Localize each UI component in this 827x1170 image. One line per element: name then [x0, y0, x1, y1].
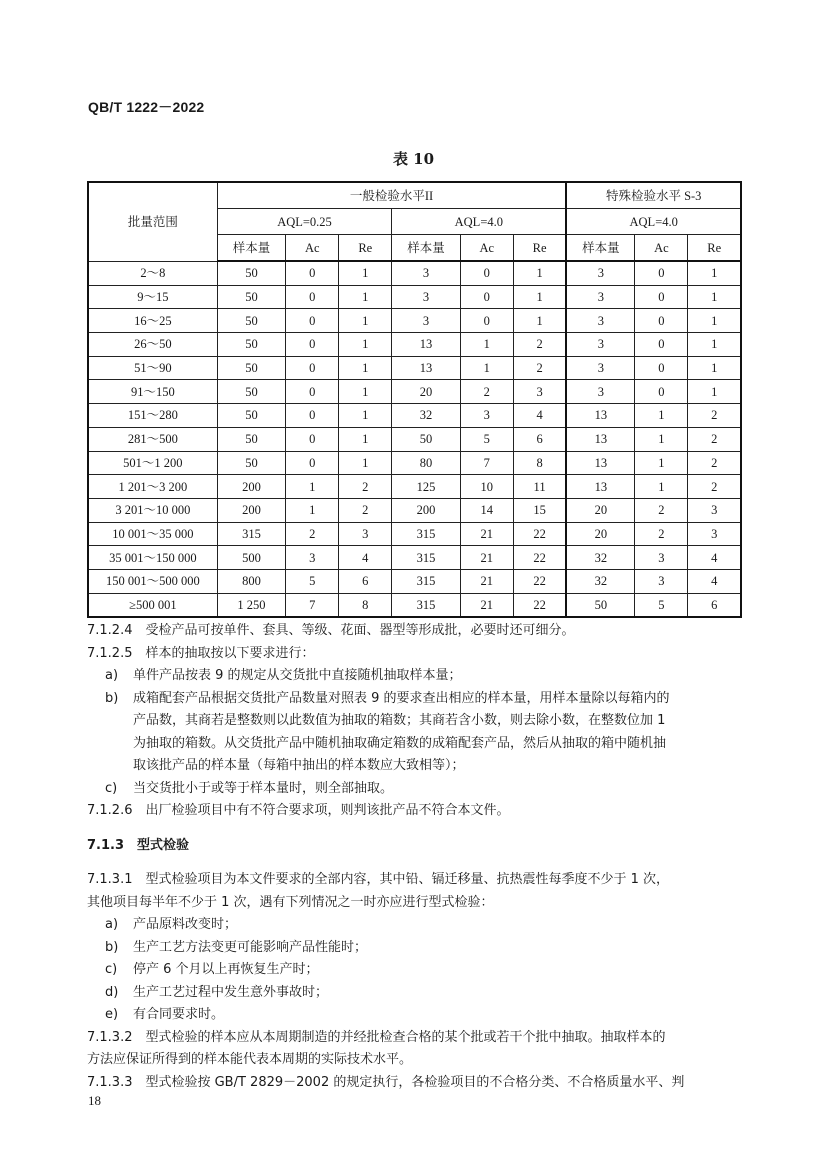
table-row — [88, 475, 741, 499]
condition-item: a) 产品原料改变时； — [105, 917, 238, 932]
table-cell: 1 — [286, 498, 339, 522]
table-cell: 13 — [566, 451, 634, 475]
table-cell: 2 — [688, 451, 741, 475]
table-cell: 2 — [339, 498, 392, 522]
condition-item: c) 停产 6 个月以上再恢复生产时； — [105, 962, 319, 977]
table-cell: 1 250 — [217, 593, 285, 617]
sampling-table — [87, 181, 742, 618]
clause-7-1-2-4: 7.1.2.4 受检产品可按单件、套具、等级、花面、器型等形成批，必要时还可细分。 — [87, 623, 575, 638]
table-cell: 1 — [339, 404, 392, 428]
lot-range-cell: 1 201～3 200 — [88, 475, 217, 499]
list-item-a: a) 单件产品按表 9 的规定从交货批中直接随机抽取样本量； — [105, 668, 462, 683]
table-cell: 0 — [286, 451, 339, 475]
table-cell: 500 — [217, 546, 285, 570]
table-cell: 8 — [513, 451, 566, 475]
table-cell: 1 — [635, 427, 688, 451]
lot-range-cell: 91～150 — [88, 380, 217, 404]
table-cell: 0 — [286, 356, 339, 380]
lot-range-cell: 501～1 200 — [88, 451, 217, 475]
lot-range-cell: 151～280 — [88, 404, 217, 428]
table-cell: 3 — [339, 522, 392, 546]
lot-range-cell: 150 001～500 000 — [88, 569, 217, 593]
table-row — [88, 404, 741, 428]
table-cell: 1 — [339, 261, 392, 285]
table-cell: 2 — [688, 427, 741, 451]
condition-item: d) 生产工艺过程中发生意外事故时； — [105, 984, 329, 1000]
header-re: Re — [513, 235, 566, 262]
table-cell: 6 — [688, 593, 741, 617]
header-special-level: 特殊检验水平 S-3 — [566, 182, 741, 209]
table-cell: 1 — [339, 285, 392, 309]
table-cell: 32 — [392, 404, 460, 428]
table-row — [88, 498, 741, 522]
lot-range-cell: 26～50 — [88, 333, 217, 357]
table-cell: 3 — [566, 309, 634, 333]
table-cell: 1 — [339, 380, 392, 404]
table-cell: 0 — [635, 333, 688, 357]
clause-7-1-2-5: 7.1.2.5 样本的抽取按以下要求进行： — [87, 645, 315, 661]
table-cell: 7 — [460, 451, 513, 475]
table-row — [88, 356, 741, 380]
table-cell: 3 — [566, 380, 634, 404]
table-cell: 21 — [460, 593, 513, 617]
table-cell: 3 — [286, 546, 339, 570]
table-cell: 5 — [286, 569, 339, 593]
lot-range-cell: 2～8 — [88, 261, 217, 285]
table-row — [88, 569, 741, 593]
table-cell: 1 — [635, 404, 688, 428]
table-cell: 3 — [688, 522, 741, 546]
table-cell: 1 — [339, 427, 392, 451]
table-cell: 1 — [635, 451, 688, 475]
table-cell: 200 — [392, 498, 460, 522]
table-cell: 4 — [339, 546, 392, 570]
lot-range-cell: 16～25 — [88, 309, 217, 333]
table-cell: 1 — [339, 451, 392, 475]
table-row — [88, 522, 741, 546]
table-cell: 4 — [688, 546, 741, 570]
condition-item: e) 有合同要求时。 — [105, 1007, 225, 1022]
table-cell: 21 — [460, 522, 513, 546]
header-sample-size: 样本量 — [217, 235, 285, 262]
table-cell: 4 — [688, 569, 741, 593]
table-cell: 21 — [460, 546, 513, 570]
table-cell: 0 — [460, 309, 513, 333]
header-re: Re — [688, 235, 741, 262]
table-cell: 1 — [688, 309, 741, 333]
table-cell: 1 — [460, 333, 513, 357]
table-cell: 0 — [635, 309, 688, 333]
table-cell: 200 — [217, 475, 285, 499]
table-cell: 50 — [566, 593, 634, 617]
table-cell: 2 — [635, 522, 688, 546]
table-cell: 3 — [392, 285, 460, 309]
table-cell: 315 — [392, 569, 460, 593]
table-row — [88, 333, 741, 357]
table-cell: 22 — [513, 522, 566, 546]
table-cell: 22 — [513, 546, 566, 570]
table-cell: 13 — [566, 475, 634, 499]
table-row — [88, 309, 741, 333]
header-ac: Ac — [286, 235, 339, 262]
clause-7-1-3-2-cont: 方法应保证所得到的样本能代表本周期的实际技术水平。 — [87, 1052, 413, 1067]
list-item-c: c) 当交货批小于或等于样本量时，则全部抽取。 — [105, 780, 394, 796]
table-cell: 13 — [392, 333, 460, 357]
condition-list — [87, 914, 747, 1027]
table-cell: 1 — [460, 356, 513, 380]
header-ac: Ac — [635, 235, 688, 262]
table-cell: 5 — [635, 593, 688, 617]
table-cell: 50 — [217, 427, 285, 451]
table-cell: 3 — [635, 569, 688, 593]
table-cell: 3 — [392, 309, 460, 333]
table-cell: 1 — [688, 285, 741, 309]
table-row — [88, 285, 741, 309]
table-cell: 32 — [566, 569, 634, 593]
lot-range-cell: 3 201～10 000 — [88, 498, 217, 522]
condition-item: b) 生产工艺方法变更可能影响产品性能时； — [105, 939, 368, 955]
document-body — [87, 620, 747, 1094]
table-cell: 1 — [513, 309, 566, 333]
table-cell: 0 — [286, 309, 339, 333]
table-cell: 2 — [635, 498, 688, 522]
table-cell: 200 — [217, 498, 285, 522]
table-row — [88, 261, 741, 285]
lot-range-cell: 35 001～150 000 — [88, 546, 217, 570]
table-row — [88, 546, 741, 570]
table-cell: 1 — [688, 333, 741, 357]
list-item-b: b) 成箱配套产品根据交货批产品数量对照表 9 的要求查出相应的样本量，用样本量除以每箱内的 — [105, 690, 670, 706]
table-cell: 2 — [460, 380, 513, 404]
table-cell: 7 — [286, 593, 339, 617]
table-cell: 0 — [460, 261, 513, 285]
header-sample-size: 样本量 — [392, 235, 460, 262]
table-cell: 1 — [339, 356, 392, 380]
table-cell: 1 — [286, 475, 339, 499]
clause-7-1-3-1: 7.1.3.1 型式检验项目为本文件要求的全部内容，其中铅、镉迁移量、抗热震性每季度不少于 1 次， — [87, 872, 670, 887]
table-cell: 3 — [513, 380, 566, 404]
table-cell: 3 — [566, 285, 634, 309]
clause-7-1-3-3: 7.1.3.3 型式检验按 GB/T 2829－2002 的规定执行，各检验项目的不合格分类、不合格质量水平、判 — [87, 1074, 685, 1090]
table-cell: 2 — [286, 522, 339, 546]
table-cell: 4 — [513, 404, 566, 428]
table-cell: 2 — [688, 404, 741, 428]
table-body — [88, 261, 741, 617]
table-cell: 20 — [392, 380, 460, 404]
table-cell: 0 — [286, 333, 339, 357]
table-cell: 315 — [392, 546, 460, 570]
table-cell: 50 — [217, 451, 285, 475]
table-cell: 6 — [339, 569, 392, 593]
table-cell: 21 — [460, 569, 513, 593]
table-cell: 5 — [460, 427, 513, 451]
table-cell: 32 — [566, 546, 634, 570]
table-cell: 0 — [635, 285, 688, 309]
table-cell: 8 — [339, 593, 392, 617]
table-cell: 1 — [635, 475, 688, 499]
table-cell: 50 — [392, 427, 460, 451]
table-cell: 50 — [217, 404, 285, 428]
table-cell: 0 — [635, 261, 688, 285]
table-cell: 50 — [217, 261, 285, 285]
table-cell: 20 — [566, 522, 634, 546]
table-cell: 3 — [566, 356, 634, 380]
header-lot-range: 批量范围 — [88, 182, 217, 261]
table-row — [88, 380, 741, 404]
table-cell: 11 — [513, 475, 566, 499]
table-cell: 6 — [513, 427, 566, 451]
header-general-level: 一般检验水平II — [217, 182, 566, 209]
list-item-b-cont: 为抽取的箱数。从交货批产品中随机抽取确定箱数的成箱配套产品，然后从抽取的箱中随机抽 — [133, 735, 667, 751]
list-item-b-cont: 产品数，其商若是整数则以此数值为抽取的箱数；其商若含小数，则去除小数，在整数位加 1 — [133, 713, 666, 728]
table-cell: 2 — [513, 356, 566, 380]
table-row — [88, 451, 741, 475]
table-cell: 50 — [217, 285, 285, 309]
lot-range-cell: 51～90 — [88, 356, 217, 380]
table-cell: 50 — [217, 333, 285, 357]
table-cell: 3 — [460, 404, 513, 428]
table-cell: 13 — [392, 356, 460, 380]
table-cell: 1 — [513, 285, 566, 309]
table-cell: 50 — [217, 356, 285, 380]
table-cell: 22 — [513, 569, 566, 593]
table-cell: 1 — [339, 333, 392, 357]
standard-code: QB/T 1222－2022 — [88, 99, 205, 115]
table-row — [88, 593, 741, 617]
table-cell: 1 — [513, 261, 566, 285]
table-cell: 2 — [513, 333, 566, 357]
header-aql-1: AQL=0.25 — [217, 209, 392, 235]
lot-range-cell: 9～15 — [88, 285, 217, 309]
header-ac: Ac — [460, 235, 513, 262]
table-cell: 80 — [392, 451, 460, 475]
list-item-b-cont: 取该批产品的样本量（每箱中抽出的样本数应大致相等）； — [133, 758, 465, 773]
table-cell: 3 — [392, 261, 460, 285]
table-cell: 14 — [460, 498, 513, 522]
table-cell: 1 — [688, 380, 741, 404]
table-cell: 3 — [566, 261, 634, 285]
table-cell: 13 — [566, 404, 634, 428]
table-cell: 315 — [392, 593, 460, 617]
header-re: Re — [339, 235, 392, 262]
table-row — [88, 427, 741, 451]
table-cell: 0 — [286, 380, 339, 404]
table-cell: 1 — [688, 356, 741, 380]
lot-range-cell: 281～500 — [88, 427, 217, 451]
table-cell: 0 — [286, 261, 339, 285]
table-cell: 0 — [635, 356, 688, 380]
table-cell: 15 — [513, 498, 566, 522]
page-number: 18 — [88, 1093, 101, 1108]
table-cell: 50 — [217, 309, 285, 333]
table-cell: 2 — [688, 475, 741, 499]
table-cell: 13 — [566, 427, 634, 451]
lot-range-cell: ≥500 001 — [88, 593, 217, 617]
clause-7-1-3-1-cont: 其他项目每半年不少于 1 次，遇有下列情况之一时亦应进行型式检验： — [87, 894, 494, 910]
header-aql-3: AQL=4.0 — [566, 209, 741, 235]
table-cell: 3 — [635, 546, 688, 570]
table-cell: 1 — [688, 261, 741, 285]
clause-7-1-2-6: 7.1.2.6 出厂检验项目中有不符合要求项，则判该批产品不符合本文件。 — [87, 803, 510, 818]
table-cell: 0 — [286, 427, 339, 451]
header-sample-size: 样本量 — [566, 235, 634, 262]
table-cell: 2 — [339, 475, 392, 499]
table-title: 表 10 — [392, 150, 435, 168]
table-cell: 0 — [635, 380, 688, 404]
lot-range-cell: 10 001～35 000 — [88, 522, 217, 546]
table-cell: 10 — [460, 475, 513, 499]
table-cell: 20 — [566, 498, 634, 522]
table-cell: 3 — [566, 333, 634, 357]
section-heading-7-1-3: 7.1.3 型式检验 — [87, 837, 190, 853]
table-cell: 0 — [460, 285, 513, 309]
table-cell: 1 — [339, 309, 392, 333]
table-cell: 315 — [392, 522, 460, 546]
table-cell: 50 — [217, 380, 285, 404]
table-cell: 0 — [286, 404, 339, 428]
table-cell: 22 — [513, 593, 566, 617]
header-aql-2: AQL=4.0 — [392, 209, 567, 235]
table-cell: 800 — [217, 569, 285, 593]
clause-7-1-3-2: 7.1.3.2 型式检验的样本应从本周期制造的并经批检查合格的某个批或若干个批中抽取。抽取样本的 — [87, 1029, 666, 1045]
table-cell: 125 — [392, 475, 460, 499]
table-cell: 315 — [217, 522, 285, 546]
table-cell: 0 — [286, 285, 339, 309]
table-cell: 3 — [688, 498, 741, 522]
